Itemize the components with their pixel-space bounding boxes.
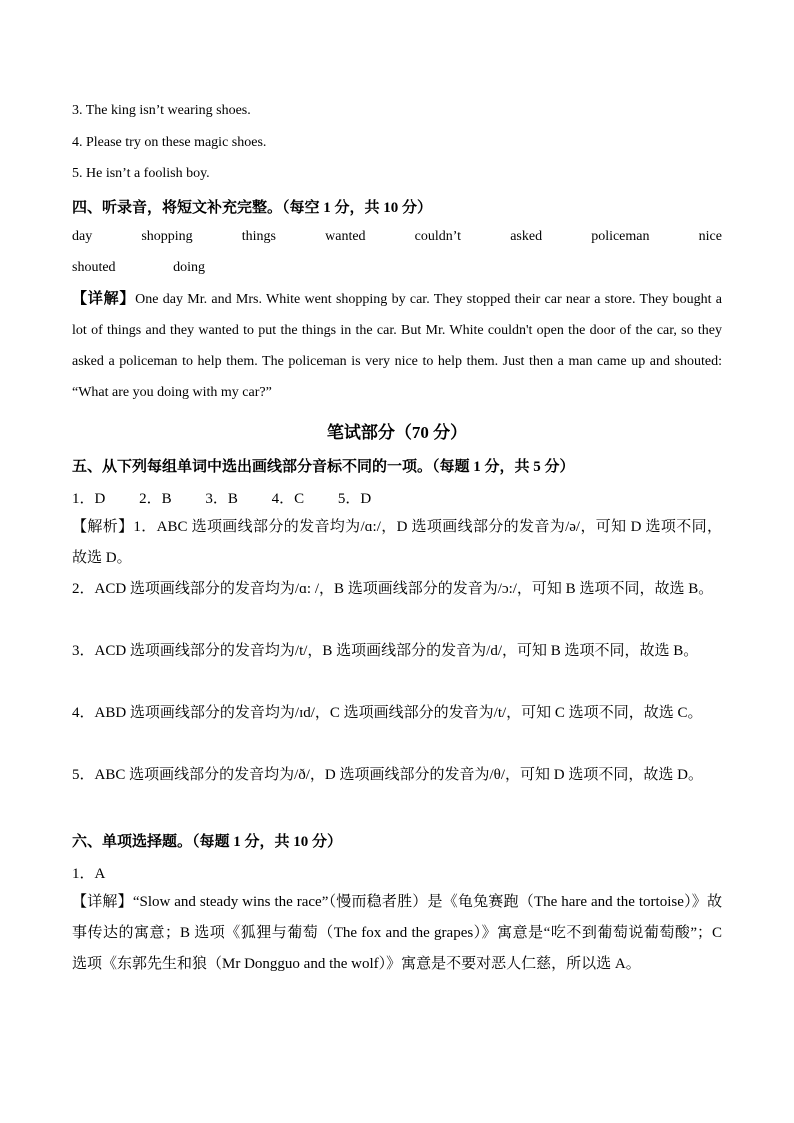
explanation-5: 5．ABC 选项画线部分的发音均为/ð/，D 选项画线部分的发音为/θ/，可知 D 选项不同，故选 D。 [72,767,703,783]
word-bank-item: shouted [72,260,116,275]
section-6-detail: 【详解】“Slow and steady wins the race”（慢而稳者胜）是《龟兔赛跑（The hare and the tortoise）》故事传达的寓意；B 选项《狐狸与葡萄（The fox and the grapes）》寓意是“吃不到葡萄说葡萄酸”；C 选项《东郭先生和狼（Mr Dongguo and the wolf）》寓意是不要对恶人仁慈，所以选 A。 [72,894,722,972]
explanation-4: 4．ABD 选项画线部分的发音均为/ɪd/，C 选项画线部分的发音为/t/，可知 C 选项不同，故选 C。 [72,705,703,721]
section-6-heading: 六、单项选择题。（每题 1 分，共 10 分） [72,834,343,850]
section-4-detail [72,284,722,408]
word-bank-row-2 [72,260,259,276]
word-bank-item: things [241,229,277,244]
answer-item: 3．B [205,491,238,507]
sentence-3: 3. The king isn’t wearing shoes. [72,103,251,118]
explanation-3: 3．ACD 选项画线部分的发音均为/t/，B 选项画线部分的发音为/d/，可知 B 选项不同，故选 B。 [72,643,699,659]
explanation-1: 【解析】1．ABC 选项画线部分的发音均为/ɑ:/，D 选项画线部分的发音为/ə/，可知 D 选项不同，故选 D。 [72,519,722,566]
detail-text: One day Mr. and Mrs. White went shopping by car. They stopped their car near a store. They bought a lot of things and they wanted to put the things in the car. But Mr. White couldn't open the door of the car, so they asked a policeman to help them. The policeman is very nice to help them. Just then a man came up and shouted: “What are you doing with my car?” [72,292,722,400]
section-5-answers [72,487,401,508]
sentence-5: 5. He isn’t a foolish boy. [72,166,210,181]
answer-item: 1．D [72,491,106,507]
sentence-4: 4. Please try on these magic shoes. [72,135,267,150]
word-bank-item: day [72,229,93,244]
explanation-2: 2．ACD 选项画线部分的发音均为/ɑ: /，B 选项画线部分的发音为/ɔ:/，可知 B 选项不同，故选 B。 [72,581,714,597]
word-bank-item: couldn’t [414,229,462,244]
section-6-answer-1: 1．A [72,866,106,882]
word-bank-item: asked [510,229,543,244]
word-bank-item: doing [173,260,205,275]
section-5-heading: 五、从下列每组单词中选出画线部分音标不同的一项。（每题 1 分，共 5 分） [72,459,575,475]
written-part-title: 笔试部分（70 分） [326,423,468,442]
section-4-heading: 四、听录音，将短文补充完整。（每空 1 分，共 10 分） [72,200,433,216]
word-bank-item: nice [698,229,722,244]
answer-item: 5．D [337,491,372,507]
word-bank-item: wanted [325,229,366,244]
word-bank-item: shopping [141,229,193,244]
word-bank-row-1 [72,229,722,245]
answer-item: 4．C [271,491,305,507]
detail-tag: 【详解】 [72,291,136,307]
answer-item: 2．B [139,491,172,507]
word-bank-item: policeman [591,229,650,244]
